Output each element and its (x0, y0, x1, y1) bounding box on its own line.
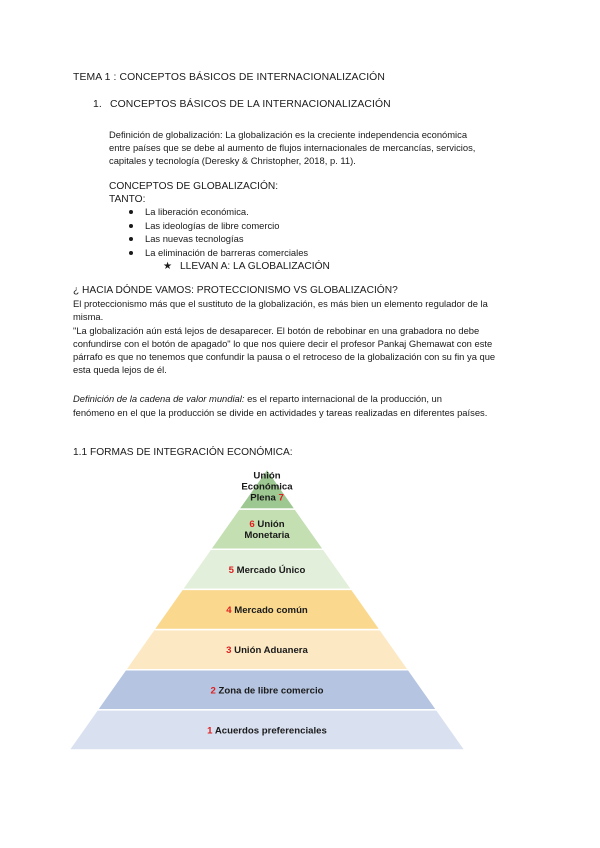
integration-heading: 1.1 FORMAS DE INTEGRACIÓN ECONÓMICA: (73, 447, 293, 458)
paragraph-line: confundirse con el botón de apagado" lo que nos quiere decir el profesor Pankaj Ghemawat con este (73, 338, 493, 349)
definition-line: capitales y tecnología (Deresky & Christopher, 2018, p. 11). (109, 155, 356, 166)
list-item: Las ideologías de libre comercio (145, 220, 280, 231)
paragraph-line: misma. (73, 311, 104, 322)
section-number: 1. (93, 99, 102, 110)
pyramid-number: 2 (210, 685, 219, 697)
pyramid-label: Unión (253, 470, 281, 482)
value-chain-term: Definición de la cadena de valor mundial: (73, 393, 245, 404)
paragraph-line: párrafo es que no tenemos que confundir la pausa o el retroceso de la globalización con su fin ya que (73, 351, 496, 362)
star-item: LLEVAN A: LA GLOBALIZACIÓN (180, 261, 330, 272)
pyramid-label: 2 Zona de libre comercio (210, 685, 324, 697)
paragraph-line: El proteccionismo más que el sustituto de la globalización, es más bien un elemento regulador de la (73, 298, 488, 309)
pyramid-label: Plena 7 (250, 492, 284, 504)
pyramid-label: 6 Unión (249, 519, 285, 531)
concepts-subheading: TANTO: (109, 194, 146, 205)
question-heading: ¿ HACIA DÓNDE VAMOS: PROTECCIONISMO VS GLOBALIZACIÓN? (73, 285, 398, 296)
definition-line: entre países que se debe al aumento de flujos internacionales de mercancías, servicios, (109, 142, 476, 153)
list-item: Las nuevas tecnologías (145, 233, 244, 244)
definition-line: Definición de globalización: La globalización es la creciente independencia económica (109, 129, 468, 140)
pyramid-label: 1 Acuerdos preferenciales (207, 725, 327, 737)
pyramid-number: 5 (228, 564, 237, 576)
pyramid-number: 7 (275, 492, 284, 504)
paragraph-line: esta queda lejos de él. (73, 364, 167, 375)
pyramid-number: 1 (207, 725, 215, 737)
section-heading: CONCEPTOS BÁSICOS DE LA INTERNACIONALIZACIÓN (110, 99, 391, 110)
pyramid-label: Económica (241, 481, 293, 493)
pyramid-label: 4 Mercado común (226, 605, 308, 616)
paragraph-line: "La globalización aún está lejos de desaparecer. El botón de rebobinar en una grabadora no debe (73, 325, 480, 336)
pyramid-label: Monetaria (244, 530, 290, 542)
document-title: TEMA 1 : CONCEPTOS BÁSICOS DE INTERNACIONALIZACIÓN (73, 72, 385, 83)
value-chain-line: fenómeno en el que la producción se divide en actividades y tareas realizadas en diferentes países. (73, 407, 488, 418)
concepts-heading: CONCEPTOS DE GLOBALIZACIÓN: (109, 181, 279, 192)
pyramid-number: 3 (226, 645, 235, 657)
pyramid-label: 3 Unión Aduanera (226, 645, 308, 657)
list-item: La liberación económica. (145, 206, 249, 217)
pyramid-number: 6 (249, 519, 258, 531)
star-icon: ★ (163, 261, 173, 272)
value-chain-rest: es el reparto internacional de la producción, un (244, 393, 442, 404)
list-item: La eliminación de barreras comerciales (145, 247, 309, 258)
pyramid-number: 4 (226, 605, 235, 616)
pyramid-label: 5 Mercado Único (228, 564, 306, 576)
